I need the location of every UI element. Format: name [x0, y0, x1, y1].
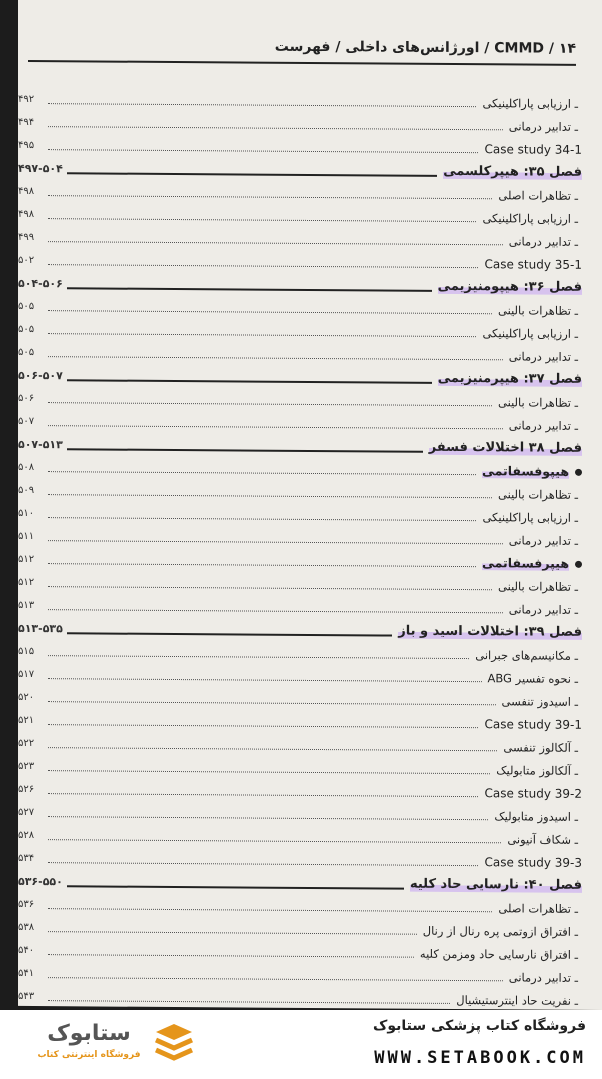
toc-entry-text: فصل ۳۵: هیپرکلسمی: [443, 163, 582, 180]
toc-entry-title: [494, 395, 582, 410]
leader-dots: [67, 287, 432, 292]
toc-entry-text: ـ تدابیر درمانی: [508, 601, 578, 617]
toc-entry-text: ـ اسیدوز تنفسی: [501, 693, 578, 709]
toc-page-number: ۵۱۰: [18, 507, 35, 520]
toc-entry-text: ـ تظاهرات اصلی: [498, 187, 578, 203]
leader-dots: [48, 609, 503, 613]
leader-dots: [67, 448, 423, 452]
bullet-icon: [575, 469, 582, 476]
toc-page-number: ۵۱۵: [18, 645, 35, 658]
toc-entry-title: [480, 786, 582, 801]
leader-dots: [48, 747, 497, 751]
toc-entry-title: [478, 211, 582, 226]
toc-entry-text: ـ اسیدوز متابولیک: [494, 808, 578, 824]
shop-url[interactable]: WWW.SETABOOK.COM: [374, 1048, 586, 1068]
toc-page-number: ۵۳۶-۵۵۰: [18, 874, 63, 889]
toc-entry-title: [498, 694, 582, 709]
toc-page-number: ۴۹۸: [18, 208, 35, 221]
leader-dots: [48, 540, 503, 544]
leader-dots: [48, 862, 478, 866]
leader-dots: [48, 586, 492, 590]
toc-entry-title: [419, 923, 582, 938]
toc-entry-text: Case study 39-1: [484, 716, 582, 732]
leader-dots: [48, 517, 476, 521]
toc-page-number: ۵۲۷: [18, 806, 35, 819]
toc-entry-text: هیپرفسفاتمی: [482, 555, 569, 571]
table-of-contents: [18, 88, 582, 1010]
toc-page-number: ۵۲۶: [18, 783, 35, 796]
leader-dots: [48, 770, 490, 774]
leader-dots: [48, 655, 469, 659]
toc-entry-text: Case study 34-1: [484, 141, 582, 157]
toc-page-number: ۵۴۰: [18, 944, 35, 957]
leader-dots: [48, 977, 503, 981]
toc-page-number: ۴۹۷-۵۰۴: [18, 161, 63, 176]
toc-page-number: ۵۰۶-۵۰۷: [18, 368, 63, 383]
leader-dots: [48, 724, 478, 728]
leader-dots: [67, 632, 392, 636]
toc-entry-title: [494, 188, 582, 203]
bullet-icon: [575, 561, 582, 568]
toc-entry-title: [505, 602, 582, 617]
toc-entry-title: [471, 648, 582, 663]
toc-page-number: ۵۰۷-۵۱۳: [18, 437, 63, 452]
toc-entry-title: [478, 555, 582, 571]
toc-entry-title: [505, 533, 582, 548]
toc-page-number: ۵۰۸: [18, 461, 35, 474]
leader-dots: [67, 885, 404, 889]
toc-entry-text: ـ افتراق ازوتمی پره رنال از رنال: [422, 923, 578, 939]
leader-dots: [48, 793, 478, 797]
toc-page-number: ۵۱۳: [18, 599, 35, 612]
toc-entry-text: فصل ۳۶: هیپومنیزیمی: [437, 278, 582, 295]
book-page: [18, 0, 602, 1010]
leader-dots: [67, 379, 432, 384]
toc-page-number: ۵۳۴: [18, 852, 35, 865]
toc-entry-text: فصل ۳۹: اختلالات اسید و باز: [398, 623, 582, 640]
toc-entry-text: ـ نحوه تفسیر ABG: [487, 670, 578, 686]
toc-entry-text: فصل ۳۷: هیپرمنیزیمی: [437, 370, 582, 387]
toc-page-number: ۵۴۳: [18, 990, 35, 1003]
leader-dots: [48, 678, 482, 682]
leader-dots: [48, 494, 492, 498]
toc-entry-title: [452, 992, 582, 1007]
leader-dots: [48, 839, 501, 843]
leader-dots: [48, 402, 492, 406]
toc-entry-text: ـ آلکالوز تنفسی: [503, 739, 578, 755]
toc-entry-text: Case study 39-3: [484, 854, 582, 870]
toc-entry-title: [478, 463, 582, 479]
toc-page-number: ۴۹۹: [18, 231, 35, 244]
toc-entry-title: [494, 579, 582, 594]
toc-page-number: ۴۹۵: [18, 139, 35, 152]
toc-entry-text: Case study 35-1: [484, 256, 582, 272]
toc-entry-text: هیپوفسفاتمی: [481, 463, 569, 479]
leader-dots: [48, 310, 492, 314]
toc-entry-text: ـ تظاهرات اصلی: [498, 900, 578, 916]
toc-entry-title: [480, 717, 582, 732]
toc-page-number: ۴۹۸: [18, 185, 35, 198]
toc-entry-text: Case study 39-2: [484, 785, 582, 801]
leader-dots: [48, 931, 417, 935]
toc-page-number: ۵۰۵: [18, 323, 35, 336]
toc-page-number: ۵۴۱: [18, 967, 35, 980]
toc-entry-title: [416, 946, 582, 961]
toc-entry-text: ـ ارزیابی پاراکلینیکی: [482, 325, 578, 341]
toc-page-number: ۴۹۴: [18, 116, 35, 129]
toc-entry-text: فصل ۴۰: نارسایی حاد کلیه: [409, 876, 582, 893]
toc-entry-title: [478, 96, 582, 111]
toc-entry-title: [434, 279, 582, 295]
toc-entry-text: ـ آلکالوز متابولیک: [496, 762, 578, 778]
toc-entry-text: ـ ارزیابی پاراکلینیکی: [482, 210, 578, 226]
shop-name: فروشگاه کتاب پزشکی ستابوک: [373, 1018, 586, 1034]
page-header: CMMD / ۱۴ / اورژانس‌های داخلی / فهرست: [28, 30, 576, 66]
leader-dots: [48, 126, 503, 130]
toc-entry-title: [480, 142, 582, 157]
logo[interactable]: [30, 1020, 148, 1070]
toc-page-number: ۵۰۴-۵۰۶: [18, 276, 63, 291]
toc-entry-title: [492, 763, 582, 778]
leader-dots: [48, 103, 476, 107]
toc-page-number: ۵۰۷: [18, 415, 35, 428]
toc-entry-text: ـ تظاهرات بالینی: [498, 394, 578, 410]
leader-dots: [48, 954, 414, 958]
leader-dots: [48, 1000, 450, 1004]
leader-dots: [48, 241, 503, 245]
logo-wordmark: ستابوک: [47, 1021, 131, 1046]
toc-entry-title: [394, 624, 582, 640]
footer-banner: [0, 1010, 602, 1079]
leader-dots: [48, 333, 476, 337]
toc-page-number: ۵۲۱: [18, 714, 35, 727]
toc-entry-text: ـ شکاف آنیونی: [507, 831, 578, 847]
toc-entry-text: ـ تدابیر درمانی: [508, 233, 578, 249]
toc-entry-text: ـ تدابیر درمانی: [508, 348, 578, 364]
toc-entry-title: [494, 303, 582, 318]
toc-entry-text: ـ تدابیر درمانی: [508, 118, 578, 134]
toc-entry-text: فصل ۳۸ اختلالات فسفر: [428, 439, 582, 456]
toc-page-number: ۵۲۰: [18, 691, 35, 704]
toc-page-number: ۵۲۲: [18, 737, 35, 750]
toc-entry-text: ـ تدابیر درمانی: [508, 969, 578, 985]
toc-page-number: ۴۹۲: [18, 93, 35, 106]
toc-entry-title: [434, 371, 582, 387]
toc-entry-title: [505, 418, 582, 433]
toc-entry-title: [478, 510, 582, 525]
toc-entry-title: [505, 234, 582, 249]
leader-dots: [48, 701, 496, 705]
toc-page-number: ۵۰۶: [18, 392, 35, 405]
toc-entry-title: [505, 119, 582, 134]
book-stack-icon: [152, 1020, 196, 1064]
toc-page-number: ۵۰۵: [18, 300, 35, 313]
toc-entry-text: ـ مکانیسم‌های جبرانی: [475, 647, 578, 663]
toc-page-number: ۵۰۲: [18, 254, 35, 267]
toc-entry-title: [439, 164, 582, 180]
toc-entry-title: [406, 877, 582, 893]
toc-entry-title: [480, 257, 582, 272]
toc-entry-text: ـ نفریت حاد اینترستیشیال: [456, 992, 578, 1008]
toc-entry-text: ـ افتراق نارسایی حاد ومزمن کلیه: [419, 946, 578, 962]
leader-dots: [48, 816, 488, 820]
toc-entry-title: [505, 970, 582, 985]
toc-entry-text: ـ تظاهرات بالینی: [498, 578, 578, 594]
toc-entry-title: [490, 809, 582, 824]
toc-page-number: ۵۱۳-۵۳۵: [18, 621, 63, 636]
toc-page-number: ۵۰۵: [18, 346, 35, 359]
leader-dots: [48, 908, 492, 912]
leader-dots: [67, 172, 437, 177]
toc-entry-title: [478, 326, 582, 341]
toc-entry-title: [425, 440, 582, 456]
toc-entry-text: ـ تظاهرات بالینی: [498, 302, 578, 318]
toc-page-number: ۵۲۸: [18, 829, 35, 842]
toc-entry-title: [503, 832, 582, 847]
toc-entry-text: ـ تدابیر درمانی: [508, 532, 578, 548]
toc-entry-title: [484, 671, 583, 686]
leader-dots: [48, 264, 478, 268]
logo-tagline: فروشگاه اینترنتی کتاب: [37, 1050, 141, 1060]
toc-entry-text: ـ تدابیر درمانی: [508, 417, 578, 433]
toc-entry-title: [505, 349, 582, 364]
leader-dots: [48, 471, 476, 475]
leader-dots: [48, 563, 476, 567]
toc-page-number: ۵۱۷: [18, 668, 35, 681]
leader-dots: [48, 425, 503, 429]
leader-dots: [48, 218, 476, 222]
toc-page-number: ۵۱۱: [18, 530, 35, 543]
toc-entry-text: ـ ارزیابی پاراکلینیکی: [482, 95, 578, 111]
toc-page-number: ۵۱۲: [18, 553, 35, 566]
leader-dots: [48, 195, 492, 199]
leader-dots: [48, 149, 478, 153]
toc-entry-title: [494, 487, 582, 502]
toc-page-number: ۵۳۸: [18, 921, 35, 934]
toc-page-number: ۵۰۹: [18, 484, 35, 497]
toc-entry-text: ـ تظاهرات بالینی: [498, 486, 578, 502]
leader-dots: [48, 356, 503, 360]
toc-entry-title: [480, 855, 582, 870]
toc-entry-row: [18, 985, 582, 1010]
toc-entry-title: [494, 901, 582, 916]
toc-entry-text: ـ ارزیابی پاراکلینیکی: [482, 509, 578, 525]
toc-page-number: ۵۳۶: [18, 898, 35, 911]
toc-page-number: ۵۲۳: [18, 760, 35, 773]
toc-entry-title: [499, 740, 582, 755]
toc-page-number: ۵۱۲: [18, 576, 35, 589]
